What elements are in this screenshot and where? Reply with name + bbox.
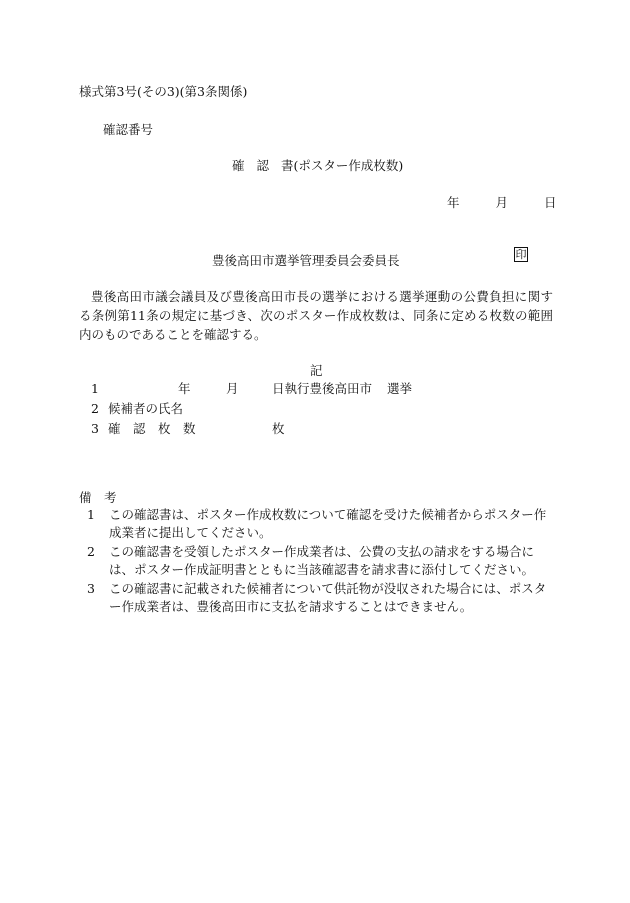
item-year: 年 (178, 381, 191, 396)
title-char-1: 確 (232, 158, 245, 173)
title-char-2: 認 (256, 158, 270, 173)
note-number: 3 (87, 581, 95, 596)
date-year: 年 (447, 195, 460, 210)
confirmation-number-label: 確認番号 (103, 122, 154, 137)
item-number: 2 (91, 401, 99, 416)
item-number: 1 (91, 381, 99, 396)
title-char-3: 書 (281, 158, 294, 173)
item-election-label: 選挙 (387, 381, 413, 396)
seal-box: 印 (515, 248, 527, 261)
note-number: 2 (87, 544, 95, 559)
note-text: この確認書を受領したポスター作成業者は、公費の支払の請求をする場合には、ポスター作成証明書とともに当該確認書を請求書に添付してください。 (109, 544, 535, 577)
date-month: 月 (495, 195, 509, 210)
title-subtitle: (ポスター作成枚数) (293, 158, 404, 173)
confirmed-count-label: 確 認 枚 数 (108, 421, 196, 436)
form-number: 様式第3号(その3)(第3条関係) (79, 84, 248, 99)
item-day-text: 日執行豊後高田市 (272, 381, 373, 396)
notes-list (87, 506, 557, 617)
note-item (87, 580, 557, 616)
date-day: 日 (544, 195, 557, 210)
document-title (232, 156, 403, 174)
record-label: 記 (310, 363, 323, 378)
note-number: 1 (87, 507, 95, 522)
date-line (447, 193, 557, 211)
note-item (87, 543, 557, 579)
issuer-title: 豊後高田市選挙管理委員会委員長 (212, 253, 400, 268)
note-text: この確認書に記載された候補者について供託物が没収された場合には、ポスター作成業者は、豊後高田市に支払を請求することはできません。 (109, 581, 547, 614)
item-number: 3 (91, 421, 99, 436)
notes-heading: 備 考 (79, 490, 117, 505)
candidate-name-label: 候補者の氏名 (108, 401, 184, 416)
note-text: この確認書は、ポスター作成枚数について確認を受けた候補者からポスター作成業者に提出してください。 (109, 507, 547, 540)
body-text: 豊後高田市議会議員及び豊後高田市長の選挙における選挙運動の公費負担に関する条例第11条の規定に基づき、次のポスター作成枚数は、同条に定める枚数の範囲内のものであることを確認する。 (79, 289, 553, 342)
count-unit: 枚 (272, 421, 285, 436)
item-month: 月 (226, 381, 239, 396)
note-item (87, 506, 557, 542)
